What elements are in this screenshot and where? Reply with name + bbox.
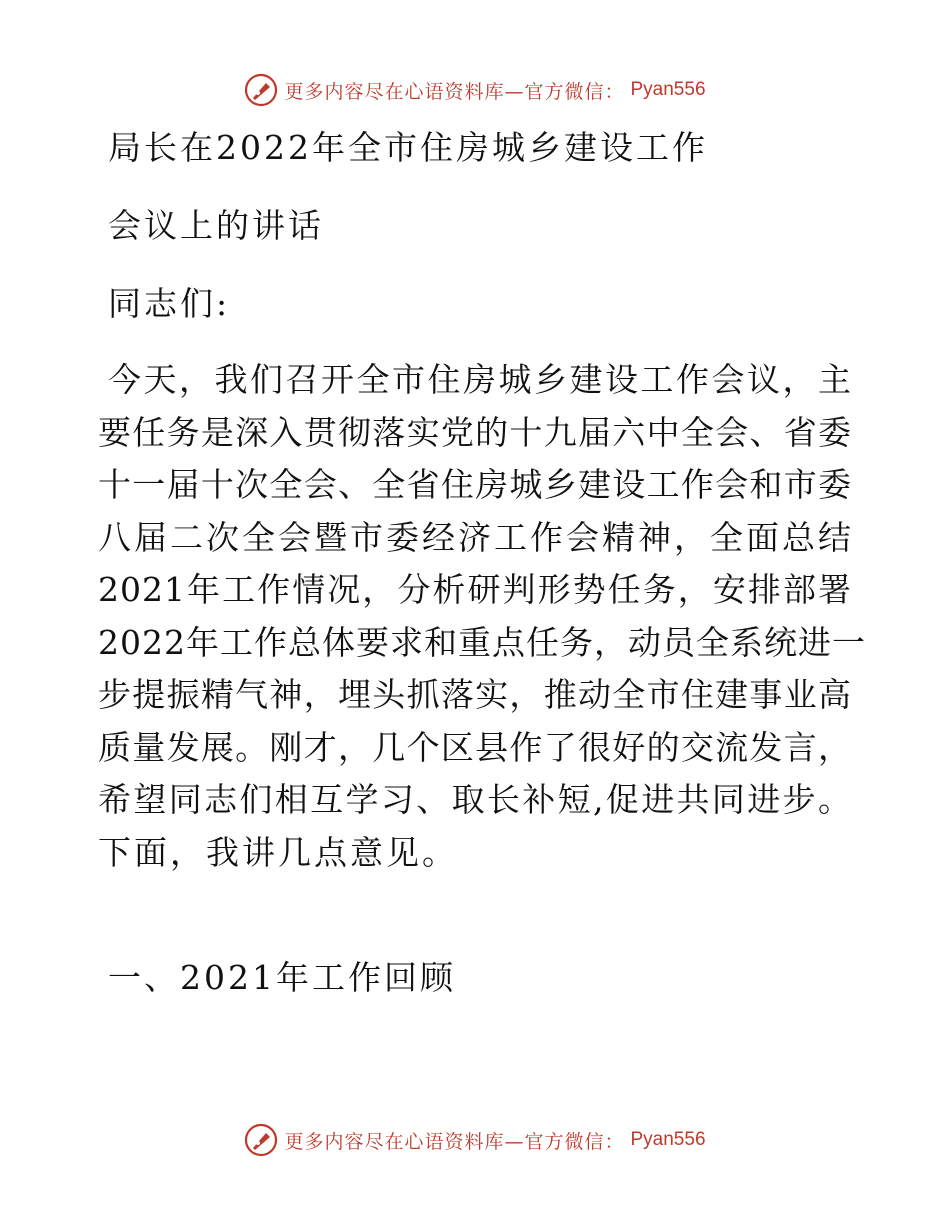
paragraph-line: 希望同志们相互学习、取长补短,促进共同进步。 [98,780,852,819]
paragraph-line: 十一届十次全会、全省住房城乡建设工作会和市委 [98,465,852,504]
section-heading: 一、2021年工作回顾 [108,958,456,997]
paragraph-line: 要任务是深入贯彻落实党的十九届六中全会、省委 [98,412,852,452]
watermark-wechat-id: Pyan556 [630,79,706,100]
document-title-line-1: 局长在2022年全市住房城乡建设工作 [108,128,708,167]
paragraph-line: 下面，我讲几点意见。 [98,832,458,872]
salutation: 同志们: [108,284,231,323]
watermark-wechat-id: Pyan556 [630,1129,706,1150]
paragraph-line: 八届二次全会暨市委经济工作会精神，全面总结 [98,517,852,557]
pen-nib-logo-icon [244,1123,278,1157]
paragraph-line: 质量发展。刚才，几个区县作了很好的交流发言， [98,727,852,767]
paragraph-line: 今天，我们召开全市住房城乡建设工作会议，主 [108,360,852,399]
opening-paragraph [98,354,866,879]
paragraph-line: 2022年工作总体要求和重点任务，动员全系统进一 [98,622,866,662]
footer-watermark [0,1120,950,1160]
watermark-text: 更多内容尽在心语资料库—官方微信： [284,80,625,103]
paragraph-line: 步提振精气神，埋头抓落实，推动全市住建事业高 [98,675,852,714]
watermark-text: 更多内容尽在心语资料库—官方微信： [284,1130,625,1153]
header-watermark [0,70,950,110]
pen-nib-logo-icon [244,73,278,107]
document-title-line-2: 会议上的讲话 [108,206,324,245]
paragraph-line: 2021年工作情况，分析研判形势任务，安排部署 [98,570,852,609]
